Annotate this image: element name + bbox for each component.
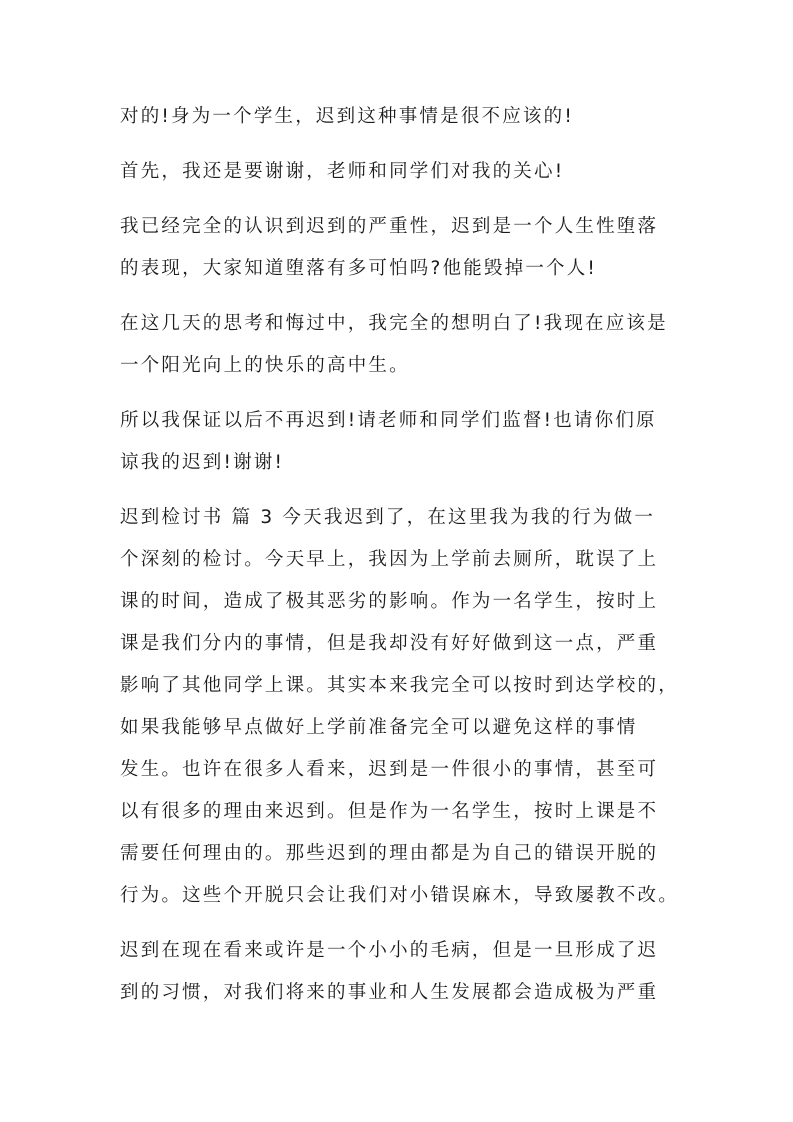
paragraph: [120, 400, 680, 484]
text-line: 课的时间，造成了极其恶劣的影响。作为一名学生，按时上: [120, 591, 659, 612]
text-line: 个深刻的检讨。今天早上，我因为上学前去厕所，耽误了上: [120, 549, 659, 570]
paragraph: [120, 930, 680, 1014]
text-line: 以有很多的理由来迟到。但是作为一名学生，按时上课是不: [120, 801, 659, 822]
text-line: 需要任何理由的。那些迟到的理由都是为自己的错误开脱的: [120, 843, 659, 864]
paragraph: [120, 151, 680, 193]
text-line: 发生。也许在很多人看来，迟到是一件很小的事情，甚至可: [120, 759, 659, 780]
text-line: 如果我能够早点做好上学前准备完全可以避免这样的事情: [120, 717, 638, 738]
text-line: 课是我们分内的事情，但是我却没有好好做到这一点，严重: [120, 633, 659, 654]
text-line: 一个阳光向上的快乐的高中生。: [120, 355, 410, 376]
text-line: 所以我保证以后不再迟到!请老师和同学们监督!也请你们原: [120, 410, 657, 431]
text-line: 我已经完全的认识到迟到的严重性，迟到是一个人生性堕落: [120, 216, 659, 237]
text-line: 迟到检讨书 篇 3 今天我迟到了，在这里我为我的行为做一: [120, 507, 656, 528]
paragraph: [120, 303, 680, 387]
text-line: 在这几天的思考和悔过中，我完全的想明白了!我现在应该是: [120, 313, 668, 334]
text-line: 首先，我还是要谢谢，老师和同学们对我的关心!: [120, 161, 565, 182]
paragraph: [120, 96, 680, 138]
text-line: 对的!身为一个学生，迟到这种事情是很不应该的!: [120, 106, 574, 127]
document-body: [120, 96, 680, 1027]
text-line: 的表现，大家知道堕落有多可怕吗?他能毁掉一个人!: [120, 258, 598, 279]
text-line: 影响了其他同学上课。其实本来我完全可以按时到达学校的，: [120, 675, 679, 696]
paragraph: [120, 206, 680, 290]
text-line: 迟到在现在看来或许是一个小小的毛病，但是一旦形成了迟: [120, 940, 659, 961]
paragraph: [120, 497, 680, 917]
text-line: 到的习惯，对我们将来的事业和人生发展都会造成极为严重: [120, 982, 659, 1003]
text-line: 谅我的迟到!谢谢!: [120, 452, 285, 473]
text-line: 行为。这些个开脱只会让我们对小错误麻木，导致屡教不改。: [120, 885, 679, 906]
